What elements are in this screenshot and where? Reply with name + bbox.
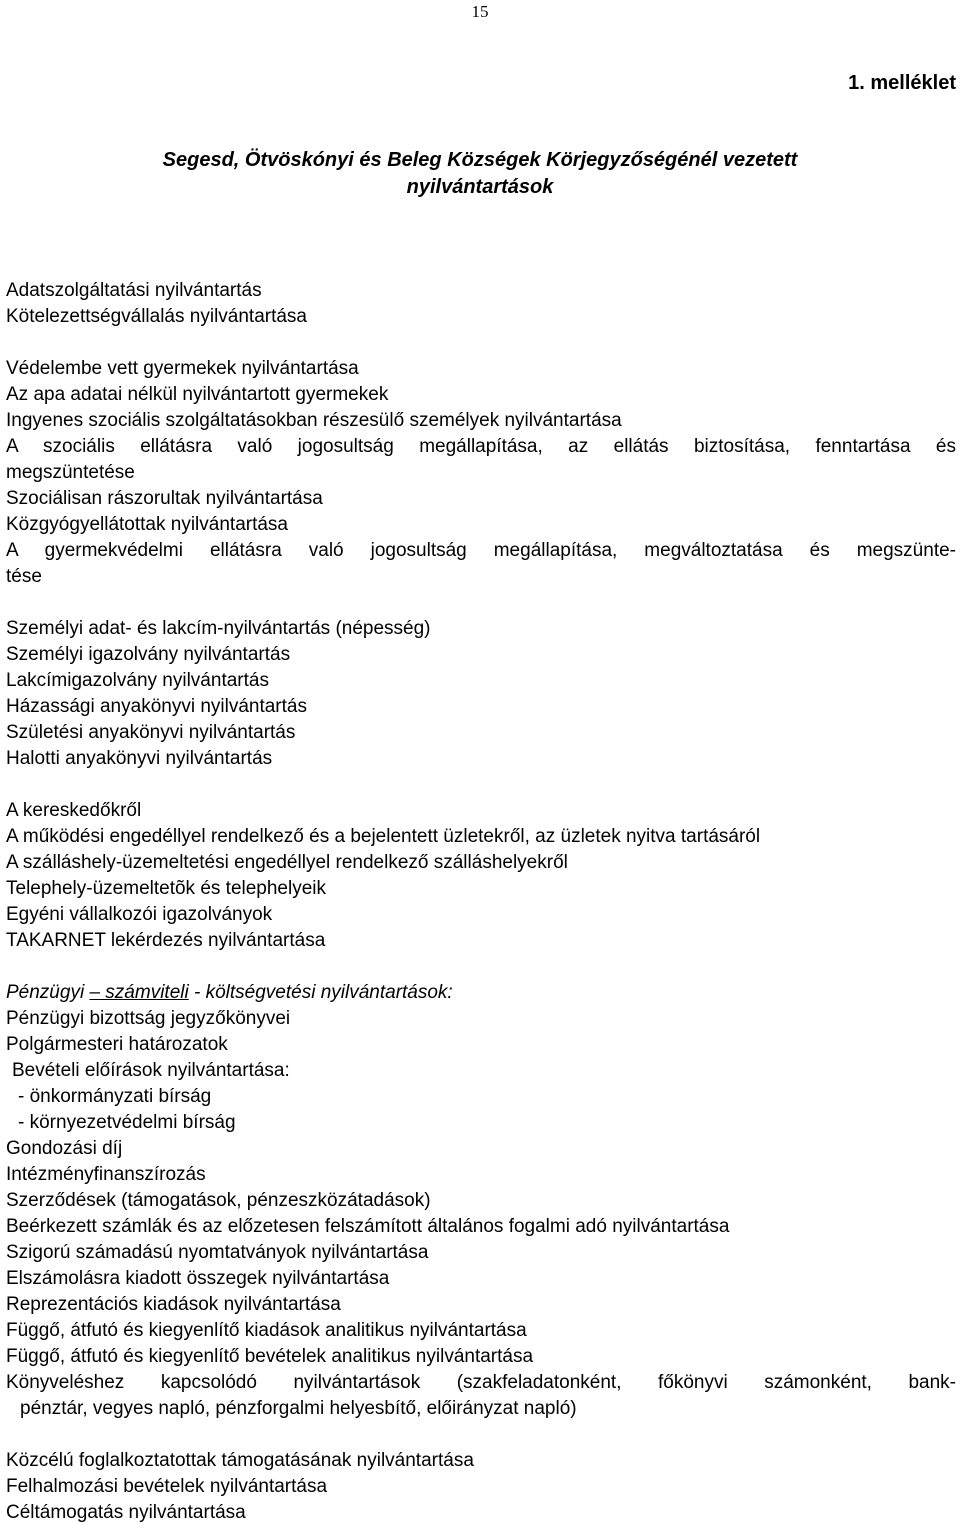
list-item: Telephely-üzemeltetõk és telephelyeik xyxy=(6,878,327,899)
sub-list-item: - környezetvédelmi bírság xyxy=(18,1112,236,1133)
title-line-1: Segesd, Ötvöskónyi és Beleg Községek Körjegyzőségénél vezetett xyxy=(162,149,798,171)
list-item: Könyveléshez kapcsolódó nyilvántartások (szakfeladatonként, főkönyvi számonként, bank- xyxy=(6,1372,956,1393)
heading-part: - költségvetési nyilvántartások: xyxy=(188,982,453,1003)
list-item: Közcélú foglalkoztatottak támogatásának nyilvántartása xyxy=(6,1450,474,1471)
document-title xyxy=(0,147,960,201)
list-item: Függő, átfutó és kiegyenlítő bevételek analitikus nyilvántartása xyxy=(6,1346,534,1367)
section-gap xyxy=(6,954,956,980)
annex-label: 1. melléklet xyxy=(848,72,956,94)
list-item: A működési engedéllyel rendelkező és a bejelentett üzletekről, az üzletek nyitva tartásáról xyxy=(6,826,761,847)
sub-list-item: - önkormányzati bírság xyxy=(18,1086,212,1107)
list-item: Személyi igazolvány nyilvántartás xyxy=(6,644,291,665)
list-item: Pénzügyi bizottság jegyzőkönyvei xyxy=(6,1008,291,1029)
section-gap xyxy=(6,1422,956,1448)
list-item: Halotti anyakönyvi nyilvántartás xyxy=(6,748,273,769)
heading-part: Pénzügyi xyxy=(6,982,90,1003)
list-item: Szociálisan rászorultak nyilvántartása xyxy=(6,488,323,509)
list-item-continuation: megszüntetése xyxy=(6,462,135,483)
list-item: Adatszolgáltatási nyilvántartás xyxy=(6,280,262,301)
list-item: Személyi adat- és lakcím-nyilvántartás (népesség) xyxy=(6,618,431,639)
register-list xyxy=(6,278,956,1526)
list-item: A szociális ellátásra való jogosultság megállapítása, az ellátás biztosítása, fenntartása és xyxy=(6,436,956,457)
list-item-continuation: pénztár, vegyes napló, pénzforgalmi helyesbítő, előirányzat napló) xyxy=(20,1398,577,1419)
list-item: Reprezentációs kiadások nyilvántartása xyxy=(6,1294,341,1315)
list-item: Védelembe vett gyermekek nyilvántartása xyxy=(6,358,359,379)
list-item: Bevételi előírások nyilvántartása: xyxy=(12,1060,290,1081)
list-item: Az apa adatai nélkül nyilvántartott gyermekek xyxy=(6,384,389,405)
section-heading-finance xyxy=(6,980,956,1006)
list-item: Függő, átfutó és kiegyenlítő kiadások analitikus nyilvántartása xyxy=(6,1320,527,1341)
section-gap xyxy=(6,772,956,798)
list-item: A kereskedőkről xyxy=(6,800,142,821)
section-gap xyxy=(6,590,956,616)
list-item: Lakcímigazolvány nyilvántartás xyxy=(6,670,269,691)
list-item: Intézményfinanszírozás xyxy=(6,1164,206,1185)
list-item: Polgármesteri határozatok xyxy=(6,1034,228,1055)
list-item: Házassági anyakönyvi nyilvántartás xyxy=(6,696,307,717)
list-item: Ingyenes szociális szolgáltatásokban részesülő személyek nyilvántartása xyxy=(6,410,622,431)
list-item: A szálláshely-üzemeltetési engedéllyel rendelkező szálláshelyekről xyxy=(6,852,568,873)
list-item: Beérkezett számlák és az előzetesen felszámított általános fogalmi adó nyilvántartása xyxy=(6,1216,730,1237)
list-item: A gyermekvédelmi ellátásra való jogosultság megállapítása, megváltoztatása és megszünte- xyxy=(6,540,956,561)
list-item: Felhalmozási bevételek nyilvántartása xyxy=(6,1476,328,1497)
list-item: Születési anyakönyvi nyilvántartás xyxy=(6,722,296,743)
list-item: Szerződések (támogatások, pénzeszközátadások) xyxy=(6,1190,431,1211)
list-item: Céltámogatás nyilvántartása xyxy=(6,1502,246,1523)
heading-part-underlined: – számviteli xyxy=(89,982,189,1003)
list-item: Gondozási díj xyxy=(6,1138,123,1159)
page-number: 15 xyxy=(471,2,489,21)
list-item: Szigorú számadású nyomtatványok nyilvántartása xyxy=(6,1242,429,1263)
list-item-continuation: tése xyxy=(6,566,42,587)
list-item: Elszámolásra kiadott összegek nyilvántartása xyxy=(6,1268,390,1289)
title-line-2: nyilvántartások xyxy=(406,176,554,198)
list-item: TAKARNET lekérdezés nyilvántartása xyxy=(6,930,326,951)
section-gap xyxy=(6,330,956,356)
list-item: Egyéni vállalkozói igazolványok xyxy=(6,904,273,925)
list-item: Kötelezettségvállalás nyilvántartása xyxy=(6,306,308,327)
list-item: Közgyógyellátottak nyilvántartása xyxy=(6,514,288,535)
